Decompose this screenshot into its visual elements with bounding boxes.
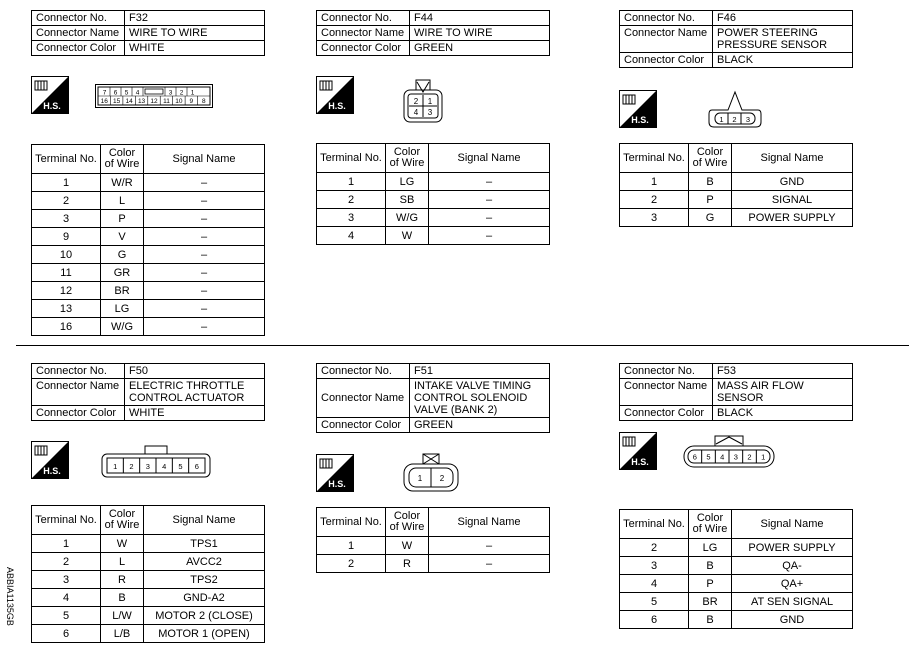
name-line: PRESSURE SENSOR bbox=[717, 39, 828, 51]
signal-name-cell: – bbox=[144, 174, 265, 192]
pin-label: 1 bbox=[190, 89, 195, 97]
connector-name-value: WIRE TO WIRE bbox=[125, 26, 265, 41]
label-connector-color: Connector Color bbox=[317, 41, 410, 56]
signal-name-cell: MOTOR 1 (OPEN) bbox=[144, 625, 265, 643]
label-connector-name: Connector Name bbox=[317, 26, 410, 41]
wire-color-cell: W/R bbox=[101, 174, 144, 192]
signal-name-cell: – bbox=[144, 210, 265, 228]
wire-color-cell: SB bbox=[386, 191, 429, 209]
label-connector-name: Connector Name bbox=[32, 26, 125, 41]
terminal-no-cell: 1 bbox=[620, 173, 689, 191]
signal-name-cell: POWER SUPPLY bbox=[732, 539, 853, 557]
table-row bbox=[32, 192, 265, 210]
label-connector-no: Connector No. bbox=[620, 11, 713, 26]
wire-color-cell: B bbox=[689, 173, 732, 191]
name-line: ELECTRIC THROTTLE bbox=[129, 380, 245, 392]
signal-name-cell: GND bbox=[732, 611, 853, 629]
pin-label: 3 bbox=[427, 108, 433, 117]
table-row bbox=[620, 173, 853, 191]
table-row bbox=[32, 300, 265, 318]
connector-name-value: MASS AIR FLOW SENSOR bbox=[713, 379, 853, 406]
signal-name-cell: – bbox=[144, 318, 265, 336]
label-connector-no: Connector No. bbox=[317, 11, 410, 26]
signal-name-cell: AT SEN SIGNAL bbox=[732, 593, 853, 611]
wire-color-cell: W/G bbox=[386, 209, 429, 227]
terminal-no-cell: 3 bbox=[32, 571, 101, 589]
table-row bbox=[32, 174, 265, 192]
header-terminal-no: Terminal No. bbox=[620, 510, 689, 539]
label-connector-color: Connector Color bbox=[620, 406, 713, 421]
pin-label: 5 bbox=[124, 89, 129, 97]
terminal-no-cell: 1 bbox=[317, 537, 386, 555]
wire-color-cell: P bbox=[689, 575, 732, 593]
wire-color-cell: P bbox=[101, 210, 144, 228]
label-connector-no: Connector No. bbox=[32, 364, 125, 379]
table-row bbox=[32, 228, 265, 246]
header-color-of-wire: Color of Wire bbox=[101, 506, 144, 535]
wire-color-cell: LG bbox=[101, 300, 144, 318]
connector-f50-info bbox=[31, 363, 265, 421]
wire-color-cell: G bbox=[689, 209, 732, 227]
signal-name-cell: – bbox=[429, 173, 550, 191]
table-row bbox=[620, 191, 853, 209]
connector-f51-terminal-table bbox=[316, 507, 550, 573]
signal-name-cell: – bbox=[429, 191, 550, 209]
name-line: CONTROL ACTUATOR bbox=[129, 392, 245, 404]
signal-name-cell: TPS1 bbox=[144, 535, 265, 553]
pin-label: 4 bbox=[720, 452, 725, 462]
wire-color-cell: B bbox=[689, 611, 732, 629]
table-row bbox=[317, 209, 550, 227]
signal-name-cell: – bbox=[429, 209, 550, 227]
header-signal-name: Signal Name bbox=[732, 144, 853, 173]
pin-label: 8 bbox=[201, 98, 206, 105]
connector-f44-terminal-table bbox=[316, 143, 550, 245]
hs-label: H.S. bbox=[328, 479, 346, 489]
header-color-of-wire: Color of Wire bbox=[386, 144, 429, 173]
connector-color-value: WHITE bbox=[125, 41, 265, 56]
pin-label: 4 bbox=[413, 108, 419, 117]
pin-label: 1 bbox=[113, 462, 118, 471]
terminal-no-cell: 3 bbox=[620, 209, 689, 227]
pin-label: 1 bbox=[761, 452, 766, 462]
pin-label: 11 bbox=[163, 98, 170, 105]
signal-name-cell: – bbox=[144, 192, 265, 210]
pin-label: 2 bbox=[179, 89, 184, 97]
wire-color-cell: LG bbox=[386, 173, 429, 191]
table-row bbox=[32, 210, 265, 228]
label-connector-name: Connector Name bbox=[317, 379, 410, 418]
wire-color-cell: V bbox=[101, 228, 144, 246]
wire-color-cell: B bbox=[101, 589, 144, 607]
connector-color-value: BLACK bbox=[713, 406, 853, 421]
connector-no-value: F32 bbox=[125, 11, 265, 26]
pin-label: 4 bbox=[162, 462, 167, 471]
connector-f53-terminal-table bbox=[619, 509, 853, 629]
wire-color-cell: P bbox=[689, 191, 732, 209]
terminal-no-cell: 9 bbox=[32, 228, 101, 246]
connector-name-value bbox=[713, 26, 853, 53]
label-connector-name: Connector Name bbox=[620, 379, 713, 406]
connector-no-value: F53 bbox=[713, 364, 853, 379]
name-line: CONTROL SOLENOID bbox=[414, 392, 528, 404]
terminal-no-cell: 5 bbox=[32, 607, 101, 625]
connector-no-value: F50 bbox=[125, 364, 265, 379]
terminal-no-cell: 4 bbox=[317, 227, 386, 245]
table-row bbox=[317, 191, 550, 209]
connector-name-value: WIRE TO WIRE bbox=[410, 26, 550, 41]
terminal-no-cell: 16 bbox=[32, 318, 101, 336]
table-row bbox=[620, 611, 853, 629]
signal-name-cell: – bbox=[144, 246, 265, 264]
signal-name-cell: – bbox=[144, 282, 265, 300]
header-signal-name: Signal Name bbox=[144, 506, 265, 535]
label-connector-name: Connector Name bbox=[32, 379, 125, 406]
wire-color-cell: L/W bbox=[101, 607, 144, 625]
pin-label: 5 bbox=[706, 452, 711, 462]
label-connector-color: Connector Color bbox=[32, 41, 125, 56]
label-connector-no: Connector No. bbox=[620, 364, 713, 379]
wire-color-cell: BR bbox=[101, 282, 144, 300]
table-row bbox=[620, 593, 853, 611]
wire-color-cell: L bbox=[101, 553, 144, 571]
connector-no-value: F51 bbox=[410, 364, 550, 379]
connector-f32-pinout bbox=[95, 84, 213, 108]
wire-color-cell: W/G bbox=[101, 318, 144, 336]
header-signal-name: Signal Name bbox=[429, 508, 550, 537]
signal-name-cell: QA- bbox=[732, 557, 853, 575]
terminal-no-cell: 1 bbox=[32, 174, 101, 192]
terminal-no-cell: 6 bbox=[32, 625, 101, 643]
table-row bbox=[32, 625, 265, 643]
terminal-no-cell: 2 bbox=[620, 539, 689, 557]
header-terminal-no: Terminal No. bbox=[317, 144, 386, 173]
pin-label: 4 bbox=[135, 89, 140, 97]
hs-icon bbox=[31, 76, 69, 114]
pin-label: 9 bbox=[189, 98, 194, 105]
pin-label: 3 bbox=[145, 462, 150, 471]
wire-color-cell: L/B bbox=[101, 625, 144, 643]
pin-label: 15 bbox=[113, 98, 121, 105]
signal-name-cell: GND bbox=[732, 173, 853, 191]
name-line: POWER STEERING bbox=[717, 27, 818, 39]
terminal-no-cell: 2 bbox=[317, 191, 386, 209]
pin-label: 3 bbox=[168, 89, 173, 97]
wire-color-cell: B bbox=[689, 557, 732, 575]
terminal-no-cell: 12 bbox=[32, 282, 101, 300]
signal-name-cell: TPS2 bbox=[144, 571, 265, 589]
header-terminal-no: Terminal No. bbox=[32, 506, 101, 535]
terminal-no-cell: 6 bbox=[620, 611, 689, 629]
terminal-no-cell: 4 bbox=[32, 589, 101, 607]
table-row bbox=[32, 571, 265, 589]
hs-label: H.S. bbox=[328, 101, 346, 111]
terminal-no-cell: 5 bbox=[620, 593, 689, 611]
pin-label: 10 bbox=[175, 98, 183, 105]
table-row bbox=[32, 553, 265, 571]
signal-name-cell: – bbox=[429, 555, 550, 573]
pin-label: 7 bbox=[102, 89, 107, 97]
wire-color-cell: L bbox=[101, 192, 144, 210]
connector-name-value bbox=[410, 379, 550, 418]
pin-label: 3 bbox=[733, 452, 738, 462]
table-row bbox=[620, 557, 853, 575]
table-row bbox=[317, 227, 550, 245]
terminal-no-cell: 3 bbox=[620, 557, 689, 575]
hs-icon bbox=[619, 432, 657, 470]
terminal-no-cell: 2 bbox=[32, 553, 101, 571]
connector-f46-terminal-table bbox=[619, 143, 853, 227]
hs-icon bbox=[316, 76, 354, 114]
signal-name-cell: GND-A2 bbox=[144, 589, 265, 607]
signal-name-cell: – bbox=[144, 264, 265, 282]
terminal-no-cell: 2 bbox=[317, 555, 386, 573]
terminal-no-cell: 2 bbox=[32, 192, 101, 210]
connector-no-value: F46 bbox=[713, 11, 853, 26]
signal-name-cell: SIGNAL bbox=[732, 191, 853, 209]
connector-f53-pinout bbox=[683, 434, 775, 468]
hs-icon bbox=[619, 90, 657, 128]
header-signal-name: Signal Name bbox=[144, 145, 265, 174]
table-row bbox=[32, 264, 265, 282]
connector-color-value: GREEN bbox=[410, 418, 550, 433]
connector-f46-pinout bbox=[708, 90, 762, 130]
signal-name-cell: AVCC2 bbox=[144, 553, 265, 571]
connector-name-value bbox=[125, 379, 265, 406]
figure-code: ABBIA1135GB bbox=[5, 567, 15, 626]
signal-name-cell: – bbox=[429, 227, 550, 245]
pin-label: 1 bbox=[427, 97, 433, 106]
hs-icon bbox=[31, 441, 69, 479]
label-connector-name: Connector Name bbox=[620, 26, 713, 53]
table-row bbox=[32, 246, 265, 264]
header-signal-name: Signal Name bbox=[429, 144, 550, 173]
connector-no-value: F44 bbox=[410, 11, 550, 26]
terminal-no-cell: 11 bbox=[32, 264, 101, 282]
header-signal-name: Signal Name bbox=[732, 510, 853, 539]
table-row bbox=[317, 173, 550, 191]
name-line: VALVE (BANK 2) bbox=[414, 404, 498, 416]
terminal-no-cell: 4 bbox=[620, 575, 689, 593]
terminal-no-cell: 13 bbox=[32, 300, 101, 318]
table-row bbox=[317, 555, 550, 573]
connector-f50-terminal-table bbox=[31, 505, 265, 643]
section-divider bbox=[16, 345, 909, 346]
pin-label: 3 bbox=[745, 115, 751, 124]
signal-name-cell: – bbox=[144, 228, 265, 246]
pin-label: 5 bbox=[178, 462, 183, 471]
table-row bbox=[620, 209, 853, 227]
connector-color-value: GREEN bbox=[410, 41, 550, 56]
signal-name-cell: POWER SUPPLY bbox=[732, 209, 853, 227]
connector-f50-pinout bbox=[101, 444, 211, 478]
table-row bbox=[620, 539, 853, 557]
terminal-no-cell: 1 bbox=[32, 535, 101, 553]
pin-label: 6 bbox=[692, 452, 697, 462]
pin-label: 13 bbox=[137, 98, 146, 105]
pin-label: 2 bbox=[413, 97, 419, 106]
table-row bbox=[32, 589, 265, 607]
header-color-of-wire: Color of Wire bbox=[689, 144, 732, 173]
signal-name-cell: QA+ bbox=[732, 575, 853, 593]
header-color-of-wire: Color of Wire bbox=[689, 510, 732, 539]
label-connector-color: Connector Color bbox=[620, 53, 713, 68]
connector-color-value: WHITE bbox=[125, 406, 265, 421]
connector-f53-info bbox=[619, 363, 853, 421]
hs-label: H.S. bbox=[631, 457, 649, 467]
name-line: INTAKE VALVE TIMING bbox=[414, 380, 532, 392]
wire-color-cell: W bbox=[386, 537, 429, 555]
pin-label: 6 bbox=[194, 462, 199, 471]
pin-label: 1 bbox=[719, 115, 724, 124]
wire-color-cell: GR bbox=[101, 264, 144, 282]
terminal-no-cell: 1 bbox=[317, 173, 386, 191]
table-row bbox=[32, 318, 265, 336]
wire-color-cell: W bbox=[386, 227, 429, 245]
pin-label: 2 bbox=[732, 115, 737, 124]
pin-label: 6 bbox=[113, 89, 118, 97]
wire-color-cell: W bbox=[101, 535, 144, 553]
hs-label: H.S. bbox=[631, 115, 649, 125]
table-row bbox=[317, 537, 550, 555]
table-row bbox=[620, 575, 853, 593]
pin-label: 2 bbox=[747, 452, 752, 462]
connector-f32-terminal-table bbox=[31, 144, 265, 336]
pin-label: 1 bbox=[417, 474, 423, 483]
wire-color-cell: BR bbox=[689, 593, 732, 611]
wire-color-cell: R bbox=[386, 555, 429, 573]
pin-label: 2 bbox=[129, 462, 134, 471]
terminal-no-cell: 3 bbox=[317, 209, 386, 227]
hs-icon bbox=[316, 454, 354, 492]
label-connector-color: Connector Color bbox=[32, 406, 125, 421]
terminal-no-cell: 3 bbox=[32, 210, 101, 228]
connector-f32-info bbox=[31, 10, 265, 56]
table-row bbox=[32, 535, 265, 553]
table-row bbox=[32, 282, 265, 300]
wire-color-cell: LG bbox=[689, 539, 732, 557]
header-terminal-no: Terminal No. bbox=[32, 145, 101, 174]
table-row bbox=[32, 607, 265, 625]
hs-label: H.S. bbox=[43, 101, 61, 111]
signal-name-cell: MOTOR 2 (CLOSE) bbox=[144, 607, 265, 625]
label-connector-no: Connector No. bbox=[317, 364, 410, 379]
header-color-of-wire: Color of Wire bbox=[101, 145, 144, 174]
pin-label: 16 bbox=[100, 98, 108, 105]
terminal-no-cell: 10 bbox=[32, 246, 101, 264]
connector-f51-pinout bbox=[403, 452, 459, 492]
signal-name-cell: – bbox=[144, 300, 265, 318]
wire-color-cell: G bbox=[101, 246, 144, 264]
wire-color-cell: R bbox=[101, 571, 144, 589]
connector-f44-info bbox=[316, 10, 550, 56]
pin-label: 12 bbox=[150, 98, 158, 105]
terminal-no-cell: 2 bbox=[620, 191, 689, 209]
connector-f46-info bbox=[619, 10, 853, 68]
header-terminal-no: Terminal No. bbox=[620, 144, 689, 173]
connector-f51-info bbox=[316, 363, 550, 433]
label-connector-no: Connector No. bbox=[32, 11, 125, 26]
connector-color-value: BLACK bbox=[713, 53, 853, 68]
header-color-of-wire: Color of Wire bbox=[386, 508, 429, 537]
pin-label: 14 bbox=[125, 98, 133, 105]
signal-name-cell: – bbox=[429, 537, 550, 555]
connector-f44-pinout bbox=[403, 78, 443, 124]
header-terminal-no: Terminal No. bbox=[317, 508, 386, 537]
pin-label: 2 bbox=[439, 474, 445, 483]
label-connector-color: Connector Color bbox=[317, 418, 410, 433]
hs-label: H.S. bbox=[43, 466, 61, 476]
